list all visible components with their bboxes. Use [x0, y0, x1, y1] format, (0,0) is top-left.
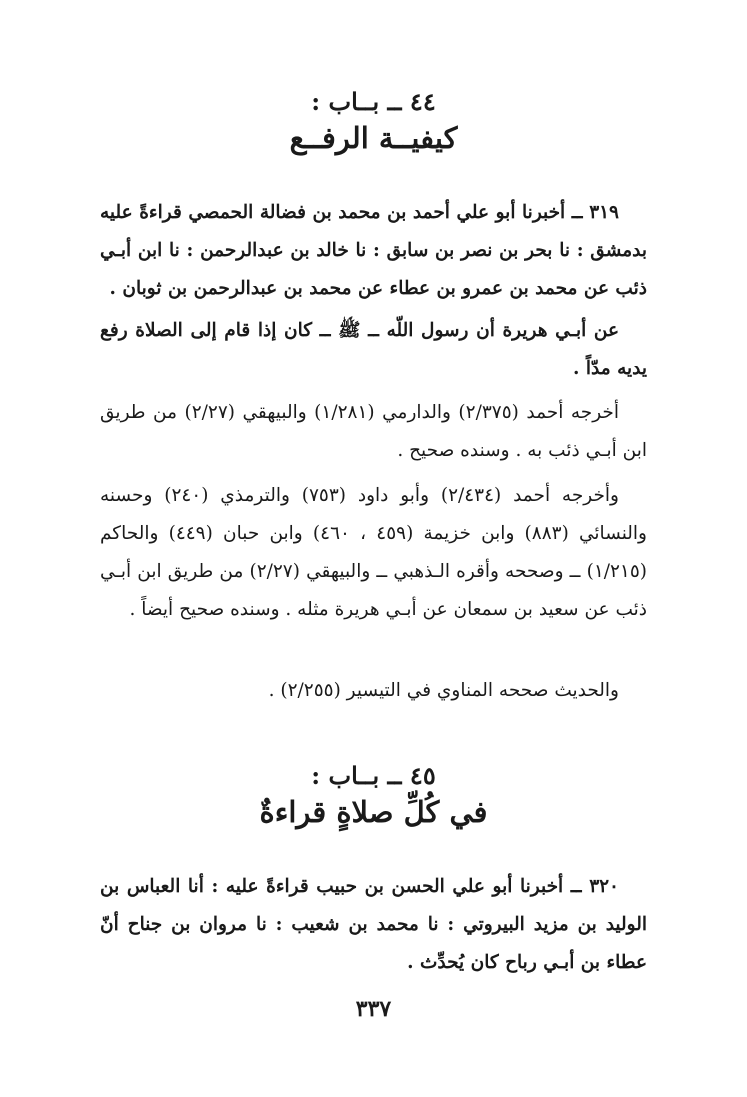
takhrij-319-1	[100, 394, 647, 470]
takhrij-319-2	[100, 477, 647, 629]
hadith-319-isnad: ٣١٩ ــ أخبرنا أبو علي أحمد بن محمد بن فضالة الحمصي قراءةً عليه بدمشق : نا بحر بن نصر بن سابق : نا خالد بن عبدالرحمن : نا ابن أبـي ذئب عن محمد بن عمرو بن عطاء عن محمد بن عبدالرحمن بن ثوبان .	[100, 202, 647, 299]
takhrij-319-3	[100, 672, 647, 710]
hadith-319-matn: عن أبـي هريرة أن رسول اللّه ــ ﷺ ــ كان إذا قام إلى الصلاة رفع يديه مدّاً .	[100, 320, 647, 379]
chapter-44-title: كيفيــة الرفــع	[289, 121, 458, 155]
takhrij-paragraph-3: والحديث صححه المناوي في التيسير (٢/٢٥٥) .	[268, 680, 619, 701]
hadith-319-matn-block	[100, 312, 647, 388]
page-number: ٣٣٧	[355, 996, 392, 1022]
chapter-45-number: ٤٥ ــ بــاب :	[311, 761, 436, 790]
hadith-319	[100, 194, 647, 308]
hadith-320	[100, 868, 647, 982]
chapter-45-title: في كُلِّ صلاةٍ قراءةٌ	[259, 795, 488, 829]
hadith-320-isnad: ٣٢٠ ــ أخبرنا أبو علي الحسن بن حبيب قراءةً عليه : أنا العباس بن الوليد بن مزيد البيروتي : نا محمد بن شعيب : نا مروان بن جناح أنّ عطاء بن أبـي رباح كان يُحدِّث .	[100, 876, 647, 973]
chapter-45-heading	[100, 760, 647, 832]
chapter-44-number: ٤٤ ــ بــاب :	[311, 87, 436, 116]
chapter-44-heading	[100, 86, 647, 158]
takhrij-paragraph-2: وأخرجه أحمد (٢/٤٣٤) وأبو داود (٧٥٣) والترمذي (٢٤٠) وحسنه والنسائي (٨٨٣) وابن خزيمة (٤٥٩ ، ٤٦٠) وابن حبان (٤٤٩) والحاكم (١/٢١٥) ــ وصححه وأقره الـذهبي ــ والبيهقي (٢/٢٧) من طريق ابن أبـي ذئب عن سعيد بن سمعان عن أبـي هريرة مثله . وسنده صحيح أيضاً .	[100, 485, 648, 620]
takhrij-paragraph-1: أخرجه أحمد (٢/٣٧٥) والدارمي (١/٢٨١) والبيهقي (٢/٢٧) من طريق ابن أبـي ذئب به . وسنده صحيح .	[100, 402, 647, 461]
